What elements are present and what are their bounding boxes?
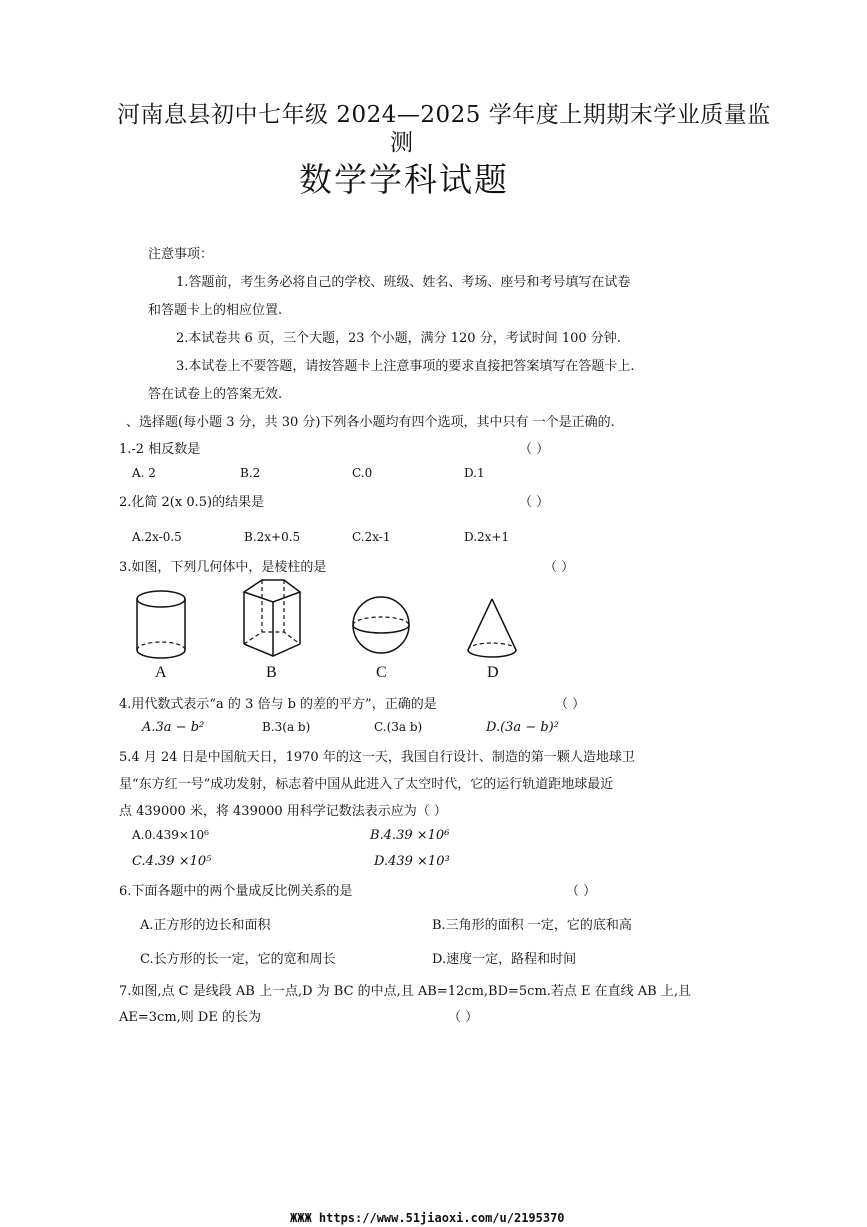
q5-stem-line1: 5.4 月 24 日是中国航天日，1970 年的这一天，我国自行设计、制造的第一颗人造地球卫 [119, 750, 635, 765]
q4-stem: 4.用代数式表示“a 的 3 倍与 b 的差的平方”，正确的是 [119, 697, 437, 712]
figure-label-d: D [487, 664, 499, 681]
q5-option-c: C.4.39 ×10⁵ [132, 854, 212, 869]
q2-option-b: B.2x+0.5 [244, 530, 301, 544]
q7-stem-line2: AE=3cm,则 DE 的长为 [119, 1010, 261, 1025]
q6-answer-bracket: （ ） [566, 884, 597, 899]
q4-option-d: D.(3a − b)² [486, 720, 559, 735]
q1-option-a: A. 2 [132, 466, 156, 480]
q4-option-c: C.(3a b) [374, 720, 423, 734]
q6-option-b: B.三角形的面积 一定，它的底和高 [432, 918, 632, 933]
q6-stem: 6.下面各题中的两个量成反比例关系的是 [119, 884, 353, 899]
q5-stem-line2: 星“东方红一号”成功发射，标志着中国从此进入了太空时代，它的运行轨道距地球最近 [119, 777, 614, 792]
subject-title: 数学学科试题 [299, 160, 509, 199]
q1-option-c: C.0 [352, 466, 373, 480]
q6-option-d: D.速度一定，路程和时间 [432, 952, 577, 967]
q2-answer-bracket: （ ） [519, 495, 550, 510]
q7-stem-line1: 7.如图,点 C 是线段 AB 上一点,D 为 BC 的中点,且 AB=12cm,BD=5cm.若点 E 在直线 AB 上,且 [119, 984, 692, 999]
q5-option-d: D.439 ×10³ [374, 854, 450, 869]
exam-title-line2: 测 [390, 130, 414, 156]
exam-title-line1: 河南息县初中七年级 2024—2025 学年度上期期末学业质量监 [117, 102, 771, 128]
q2-option-a: A.2x-0.5 [132, 530, 182, 544]
q1-answer-bracket: （ ） [519, 442, 550, 457]
q7-answer-bracket: （ ） [448, 1010, 479, 1025]
q5-option-a: A.0.439×10⁶ [132, 828, 209, 842]
q6-option-a: A.正方形的边长和面积 [140, 918, 271, 933]
q2-stem: 2.化简 2(x 0.5)的结果是 [119, 495, 265, 510]
pentagonal-prism-figure [238, 578, 308, 664]
q1-option-b: B.2 [240, 466, 261, 480]
notice-heading: 注意事项： [148, 247, 214, 262]
q4-option-a: A.3a − b² [142, 720, 205, 735]
notice-item-2: 2.本试卷共 6 页，三个大题，23 个小题，满分 120 分，考试时间 100 分钟. [176, 331, 621, 346]
q2-option-d: D.2x+1 [464, 530, 510, 544]
q5-option-b: B.4.39 ×10⁶ [370, 828, 450, 843]
notice-item-1-cont: 和答题卡上的相应位置. [148, 303, 283, 318]
section1-heading: 、选择题(每小题 3 分，共 30 分)下列各小题均有四个选项，其中只有 一个是正确的. [126, 415, 615, 430]
q3-answer-bracket: （ ） [544, 560, 575, 575]
notice-item-1: 1.答题前，考生务必将自己的学校、班级、姓名、考场、座号和考号填写在试卷 [176, 275, 631, 290]
q1-option-d: D.1 [464, 466, 485, 480]
footer-url[interactable]: ЖЖЖ https://www.51jiaoxi.com/u/2195370 [290, 1211, 565, 1225]
q4-option-b: B.3(a b) [262, 720, 311, 734]
sphere-figure [350, 594, 412, 656]
notice-item-3-cont: 答在试卷上的答案无效. [148, 387, 283, 402]
q1-stem: 1.-2 相反数是 [119, 442, 201, 457]
figure-label-c: C [376, 664, 387, 681]
figure-label-b: B [266, 664, 277, 681]
q2-option-c: C.2x-1 [352, 530, 391, 544]
notice-item-3: 3.本试卷上不要答题，请按答题卡上注意事项的要求直接把答案填写在答题卡上. [176, 359, 635, 374]
q4-answer-bracket: （ ） [555, 697, 586, 712]
q3-stem: 3.如图，下列几何体中，是棱柱的是 [119, 560, 327, 575]
cylinder-figure [134, 586, 192, 664]
q5-stem-line3: 点 439000 米，将 439000 用科学记数法表示应为（ ） [119, 804, 447, 819]
figure-label-a: A [155, 664, 167, 681]
cone-figure [464, 596, 520, 664]
q6-option-c: C.长方形的长一定，它的宽和周长 [140, 952, 336, 967]
